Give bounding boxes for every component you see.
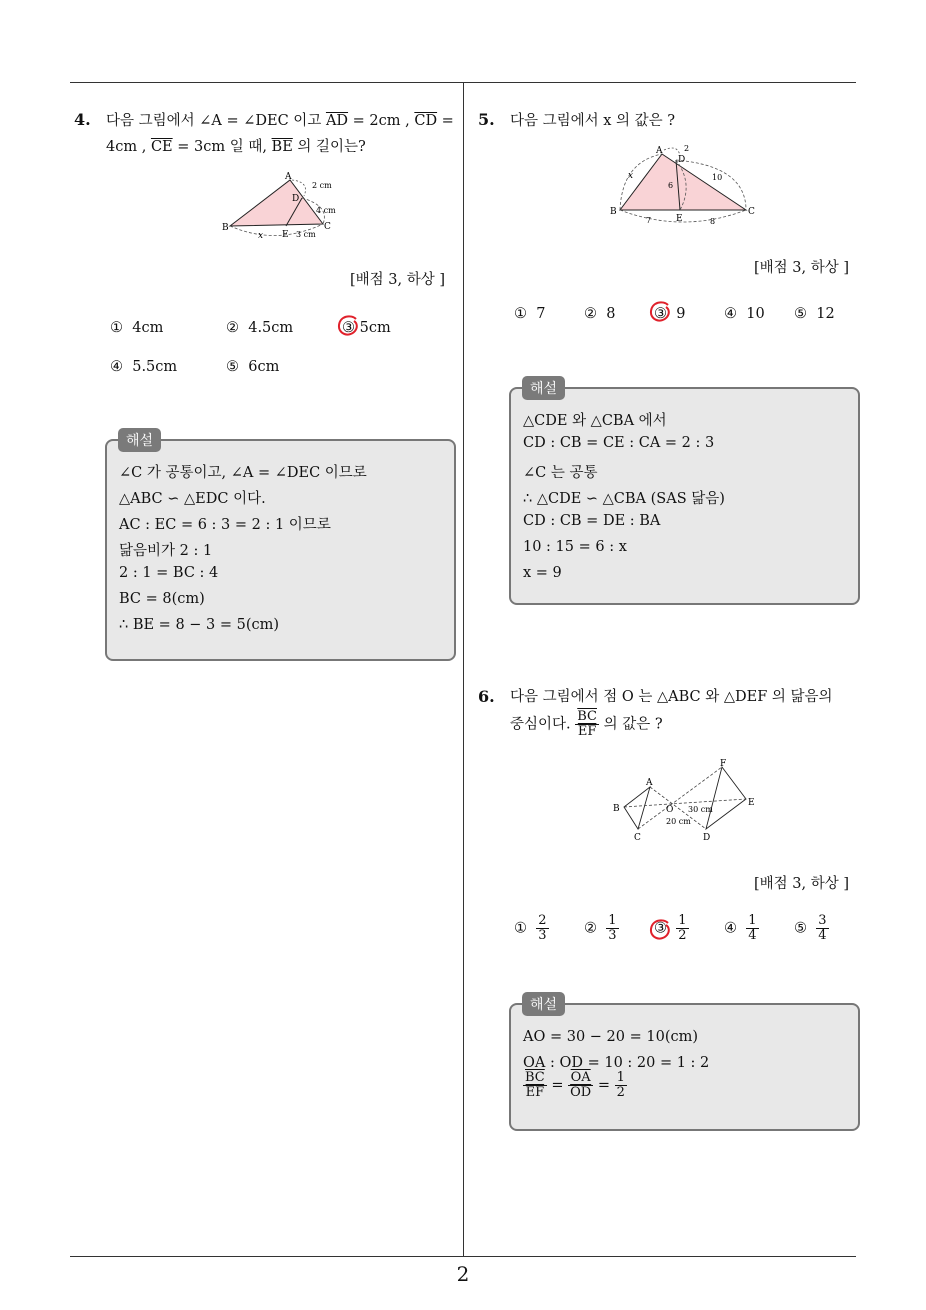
q5-label-dc: 10	[712, 173, 723, 182]
q6-triangle-def	[706, 767, 746, 829]
q5-solution-tag: 해설	[522, 376, 565, 400]
q5-answer-mark	[648, 300, 672, 324]
q5-solution-line-6: 10 : 15 = 6 : x	[523, 539, 627, 555]
q4-answer-mark	[336, 314, 360, 338]
q4-label-b: B	[222, 223, 229, 233]
q5-label-de: 6	[668, 181, 674, 190]
q6-label-o: O	[666, 805, 674, 815]
q6-label-c: C	[634, 833, 641, 843]
q6-choice-1[interactable]: ① $\frac{2}{3}$	[514, 913, 547, 943]
q4-label-d: D	[292, 194, 300, 204]
q5-solution-line-3: ∠C 는 공통	[523, 465, 598, 481]
q5-number: 5.	[478, 110, 495, 129]
q6-label-f: F	[720, 759, 727, 769]
q5-solution-line-1: △CDE 와 △CBA 에서	[523, 413, 667, 429]
q4-label-ad: 2 cm	[312, 181, 332, 190]
q6-solution-line-2: OA : OD = 10 : 20 = 1 : 2	[523, 1055, 710, 1071]
q5-figure	[606, 140, 762, 226]
page-number: 2	[456, 1262, 470, 1286]
q6-fraction: $\frac{\overline{BC}}{EF}$	[577, 709, 597, 739]
q5-choice-4[interactable]: ④ 10	[724, 306, 765, 322]
q4-solution-line-3: AC : EC = 6 : 3 = 2 : 1 이므로	[119, 517, 331, 533]
q5-label-a: A	[656, 146, 663, 156]
q4-score: [배점 3, 하상 ]	[350, 272, 446, 288]
q4-solution-line-4: 닮음비가 2 : 1	[119, 543, 213, 559]
q4-solution-line-1: ∠C 가 공통이고, ∠A = ∠DEC 이므로	[119, 465, 367, 481]
q6-label-e: E	[748, 798, 755, 808]
q5-choice-5[interactable]: ⑤ 12	[794, 306, 835, 322]
q6-solution-line-1: AO = 30 − 20 = 10(cm)	[523, 1029, 698, 1045]
q5-solution-box	[509, 387, 860, 605]
q4-label-e: E	[282, 230, 289, 240]
q5-solution-line-7: x = 9	[523, 565, 562, 581]
q6-choice-5[interactable]: ⑤ $\frac{3}{4}$	[794, 913, 827, 943]
q5-label-ad: 2	[684, 144, 690, 153]
q5-choice-2[interactable]: ② 8	[584, 306, 616, 322]
q4-choice-5[interactable]: ⑤ 6cm	[226, 359, 280, 375]
q5-text: 다음 그림에서 x 의 값은 ?	[510, 113, 676, 129]
q4-text: 다음 그림에서 ∠A = ∠DEC 이고 $\overline{AD} = 2cm$ , $\overline{CD}$ = 4cm , $\overline{CE} = 3cm$ 일 때, $\overline{BE}$ 의 길이는?	[106, 113, 454, 155]
bottom-rule	[70, 1256, 856, 1257]
q6-choice-2[interactable]: ② $\frac{1}{3}$	[584, 913, 617, 943]
q5-choice-1[interactable]: ① 7	[514, 306, 546, 322]
q4-solution-line-7: ∴ BE = 8 − 3 = 5(cm)	[119, 617, 280, 633]
q4-label-ec: 3 cm	[296, 230, 316, 239]
q6-text-line-2: 중심이다. $\frac{\overline{BC}}{EF}$ 의 값은 ?	[510, 709, 663, 739]
q4-solution-line-5: 2 : 1 = BC : 4	[119, 565, 219, 581]
q4-solution-tag: 해설	[118, 428, 161, 452]
q5-label-e: E	[676, 214, 683, 224]
q4-triangle-abc	[230, 180, 323, 226]
q5-solution-line-5: CD : CB = DE : BA	[523, 513, 661, 529]
q6-answer-mark	[648, 918, 672, 942]
q5-choice-3[interactable]: ③ 9	[654, 306, 686, 322]
q6-solution-tag: 해설	[522, 992, 565, 1016]
q5-label-d: D	[678, 155, 686, 165]
q6-label-a: A	[646, 778, 653, 788]
q6-figure	[610, 757, 760, 845]
q4-choice-2[interactable]: ② 4.5cm	[226, 320, 294, 336]
q6-choice-3[interactable]: ③ $\frac{1}{2}$	[654, 913, 687, 943]
q5-label-b: B	[610, 207, 617, 217]
q4-choice-1[interactable]: ① 4cm	[110, 320, 164, 336]
q5-solution-line-2: CD : CB = CE : CA = 2 : 3	[523, 435, 715, 451]
q4-label-c: C	[324, 222, 331, 232]
q6-label-od: 20 cm	[666, 817, 691, 826]
q5-label-c: C	[748, 207, 755, 217]
q6-label-d: D	[703, 833, 711, 843]
q4-number: 4.	[74, 110, 91, 129]
q6-label-b: B	[613, 804, 620, 814]
q4-solution-line-2: △ABC ∽ △EDC 이다.	[119, 491, 266, 507]
q4-choice-3[interactable]: ③ 5cm	[342, 320, 391, 336]
q4-solution-box	[105, 439, 456, 661]
q4-label-dc: 4 cm	[316, 206, 336, 215]
q4-figure	[218, 168, 348, 246]
q6-score: [배점 3, 하상 ]	[754, 876, 850, 892]
q4-solution-line-6: BC = 8(cm)	[119, 591, 205, 607]
q5-solution-line-4: ∴ △CDE ∽ △CBA (SAS 닮음)	[523, 491, 725, 507]
q6-solution-line-3: $\frac{\overline{BC}}{EF}$ = $\frac{\overline{OA}}{OD}$ = $\frac{1}{2}$	[525, 1070, 625, 1100]
q5-label-ec: 8	[710, 217, 716, 226]
q5-arc-bc	[620, 210, 746, 222]
q4-choice-4[interactable]: ④ 5.5cm	[110, 359, 178, 375]
q6-label-oe: 30 cm	[688, 805, 713, 814]
column-divider	[463, 83, 464, 1257]
q5-score: [배점 3, 하상 ]	[754, 260, 850, 276]
q6-number: 6.	[478, 687, 495, 706]
q4-label-a: A	[285, 172, 292, 182]
q5-label-be: 7	[646, 216, 652, 225]
q6-choice-4[interactable]: ④ $\frac{1}{4}$	[724, 913, 757, 943]
q4-label-x: x	[258, 231, 264, 241]
q6-text-line-1: 다음 그림에서 점 O 는 △ABC 와 △DEF 의 닮음의	[510, 689, 833, 705]
q5-label-x: x	[628, 171, 634, 181]
q6-solution-box	[509, 1003, 860, 1131]
